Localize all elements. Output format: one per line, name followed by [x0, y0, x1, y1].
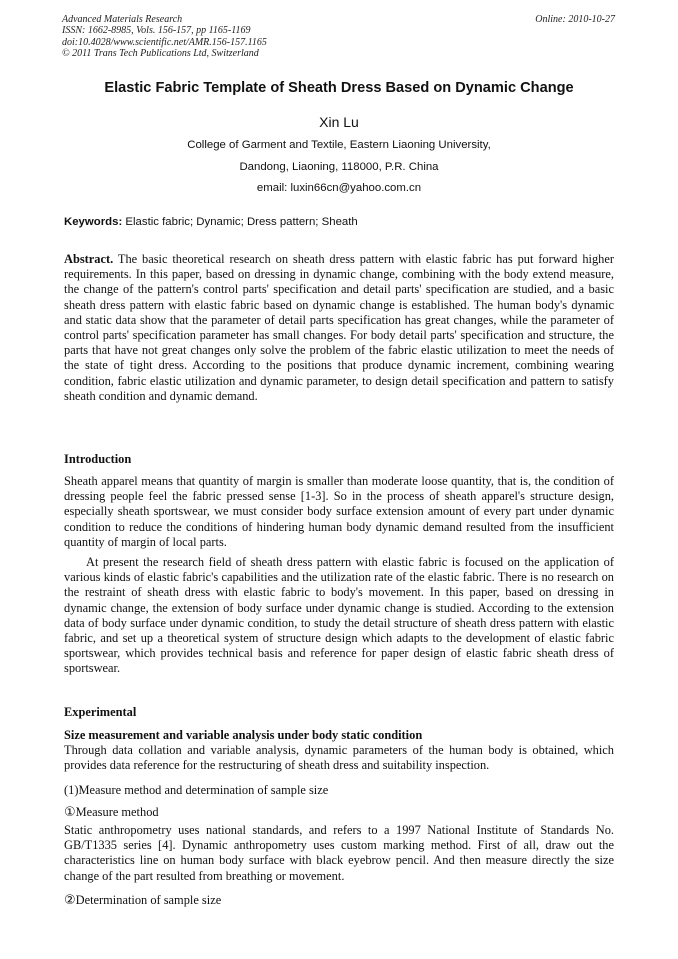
abstract	[64, 252, 614, 404]
experimental-subheading: Size measurement and variable analysis under body static condition	[64, 728, 423, 742]
abstract-label: Abstract.	[64, 252, 114, 266]
journal-header	[62, 14, 267, 60]
experimental-paragraph-2: Static anthropometry uses national standards, and refers to a 1997 National Institute of Standards No. GB/T1335 series [4]. Dynamic anthropometry uses custom marking method. First of all, draw out the characteristics line on human body surface with black eyebrow pencil. And then measure directly the size change of the part resulted from breathing or movement.	[64, 823, 614, 883]
author-email: email: luxin66cn@yahoo.com.cn	[256, 182, 422, 194]
keywords-text: Elastic fabric; Dynamic; Dress pattern; Sheath	[125, 216, 358, 228]
experimental-heading: Experimental	[64, 705, 137, 719]
measure-item-heading: (1)Measure method and determination of sample size	[64, 783, 329, 797]
introduction-paragraph-2: At present the research field of sheath dress pattern with elastic fabric is focused on the application of various kinds of elastic fabric's capabilities and the utilization rate of the elastic fabric. There is no research on the restraint of sheath dress with elastic fabric to body's movement. In this paper, based on dressing in dynamic change, the extension of body surface under dynamic change is studied. According to the extension data of body surface under dynamic condition, to study the detail structure of sheath dress pattern with elastic fabric, and set up a theoretical system of structure design which adapts to the development of elastic fabric sportswear, which provides technical basis and reference for paper design of elastic fabric sheath dress of sportswear.	[64, 555, 614, 676]
keywords	[64, 216, 358, 228]
circled-one-glyph: ①	[64, 805, 76, 820]
issn-line: ISSN: 1662-8985, Vols. 156-157, pp 1165-1169	[62, 25, 251, 37]
introduction-paragraph-1: Sheath apparel means that quantity of margin is smaller than moderate loose quantity, that is, the condition of dressing people feel the fabric pressed sense [1-3]. So in the process of sheath apparel's structure design, especially sheath sportswear, we must consider body surface extension amount of every part under dynamic condition to reduce the conditions of hindering human body dynamic demand resulted from the insufficient quantity of margin of local parts.	[64, 474, 614, 549]
doi-line: doi:10.4028/www.scientific.net/AMR.156-157.1165	[62, 36, 267, 48]
circled-two-glyph: ②	[64, 893, 76, 908]
paper-title: Elastic Fabric Template of Sheath Dress Based on Dynamic Change	[104, 80, 574, 96]
affiliation-line-1: College of Garment and Textile, Eastern Liaoning University,	[187, 139, 491, 151]
journal-name: Advanced Materials Research	[62, 14, 183, 25]
sample-size-subheading	[64, 893, 221, 908]
keywords-label: Keywords:	[64, 216, 123, 228]
abstract-text: The basic theoretical research on sheath dress pattern with elastic fabric has put forward higher requirements. In this paper, based on dressing in dynamic change, combining with the body extend measure, the change of the pattern's control parts' specification and detail parts' specification are studied, and a basic sheath dress pattern with elastic fabric based on dynamic change is established. The human body's dynamic and static data show that the parameter of detail parts specification has great changes, while the parameter of control parts' specification parameter has small changes. For body detail parts' specification and structure, the parts that have not great changes only solve the problem of the fabric elastic utilization to meet the needs of the state of tight dress. According to the positions that produce dynamic increment, combining wearing condition, fabric elastic utilization and dynamic parameter, to design detail specification and pattern to satisfy sheath condition and dynamic demand.	[64, 252, 615, 403]
copyright-line: © 2011 Trans Tech Publications Ltd, Switzerland	[62, 48, 259, 60]
affiliation-line-2: Dandong, Liaoning, 118000, P.R. China	[239, 161, 439, 173]
experimental-paragraph-1: Through data collation and variable analysis, dynamic parameters of the human body is obtained, which provides data reference for the restructuring of sheath dress and suitability inspection.	[64, 743, 614, 773]
author-name: Xin Lu	[319, 114, 359, 130]
measure-method-subheading	[64, 805, 159, 820]
sample-size-label: Determination of sample size	[75, 893, 222, 907]
online-date: Online: 2010-10-27	[535, 14, 615, 25]
measure-method-label: Measure method	[75, 805, 159, 819]
introduction-heading: Introduction	[64, 452, 132, 466]
